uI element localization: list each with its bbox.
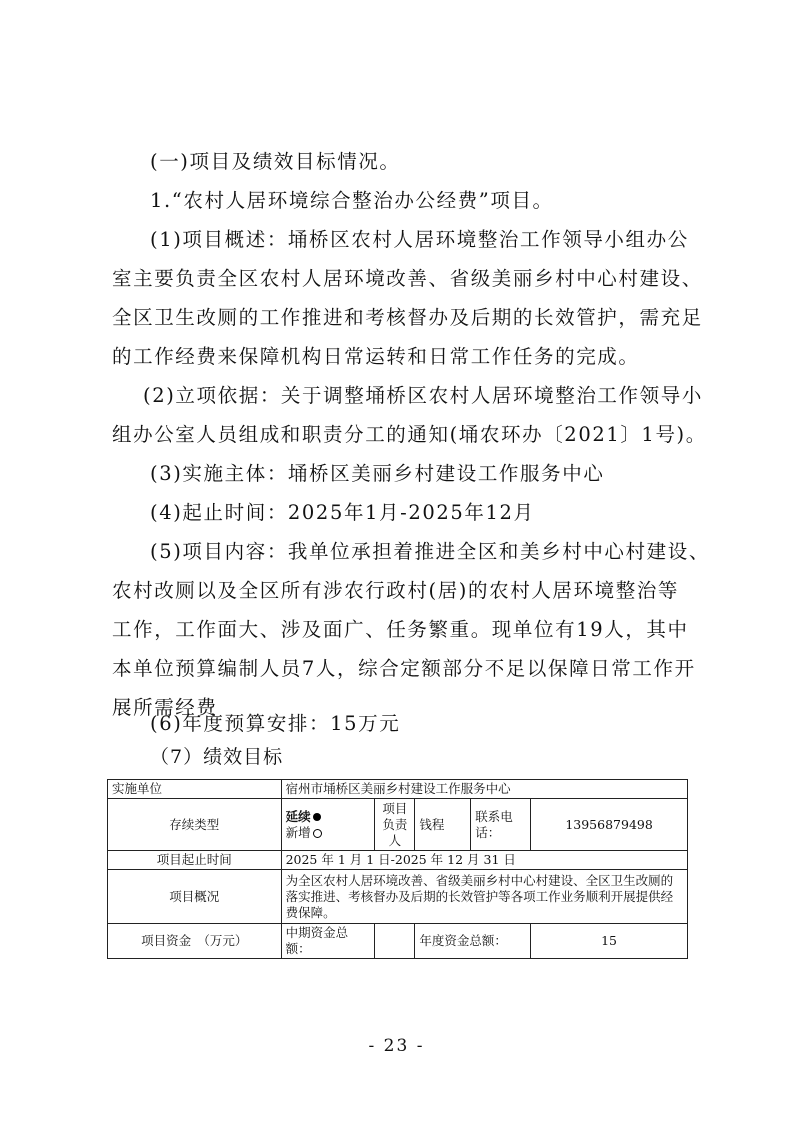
- type-options: [281, 799, 375, 851]
- phone-value: 13956879498: [531, 799, 688, 851]
- paragraph-line: 本单位预算编制人员7人，综合定额部分不足以保障日常工作开: [112, 657, 696, 680]
- leader-label: 项目负责人: [375, 799, 415, 851]
- type-new-label: 新增: [285, 824, 311, 840]
- checked-radio-icon: [313, 813, 321, 821]
- paragraph-line: (2)立项依据：关于调整埇桥区农村人居环境整治工作领导小: [143, 384, 703, 407]
- paragraph-line: 的工作经费来保障机构日常运转和日常工作任务的完成。: [112, 345, 640, 368]
- phone-label: 联系电话：: [471, 799, 531, 851]
- unit-value: 宿州市埇桥区美丽乡村建设工作服务中心: [281, 780, 687, 799]
- unchecked-radio-icon: [313, 829, 322, 838]
- paragraph-line: (3)实施主体：埇桥区美丽乡村建设工作服务中心: [150, 462, 605, 485]
- paragraph-line: (4)起止时间：2025年1月-2025年12月: [150, 501, 535, 524]
- midterm-label: 中期资金总额：: [281, 924, 375, 959]
- period-label: 项目起止时间: [108, 851, 282, 870]
- page-number: - 23 -: [368, 1036, 425, 1056]
- performance-table: [107, 779, 688, 959]
- section-7-title: （7）绩效目标: [150, 746, 284, 768]
- paragraph-line: (5)项目内容：我单位承担着推进全区和美乡村中心村建设、: [150, 540, 710, 563]
- paragraph-line: (6)年度预算安排：15万元: [150, 712, 401, 735]
- paragraph-line: 工作，工作面大、涉及面广、任务繁重。现单位有19人，其中: [112, 618, 689, 641]
- funds-label: 项目资金 （万元）: [108, 924, 282, 959]
- paragraph-line: 1.“农村人居环境综合整治办公经费”项目。: [150, 189, 554, 212]
- paragraph-line: 农村改厕以及全区所有涉农行政村(居)的农村人居环境整治等: [112, 579, 680, 602]
- paragraph-line: (一)项目及绩效目标情况。: [150, 150, 401, 173]
- annual-value: 15: [531, 924, 688, 959]
- midterm-value: [375, 924, 415, 959]
- paragraph-line: 全区卫生改厕的工作推进和考核督办及后期的长效管护，需充足: [112, 306, 703, 329]
- paragraph-line: (1)项目概述：埇桥区农村人居环境整治工作领导小组办公: [150, 228, 689, 251]
- paragraph-line: 组办公室人员组成和职责分工的通知(埇农环办〔2021〕1号)。: [112, 423, 707, 446]
- annual-label: 年度资金总额：: [415, 924, 531, 959]
- type-label: 存续类型: [108, 799, 282, 851]
- paragraph-line: 展所需经费: [112, 696, 218, 719]
- type-continue-label: 延续: [285, 808, 311, 824]
- paragraph-line: 室主要负责全区农村人居环境改善、省级美丽乡村中心村建设、: [112, 267, 703, 290]
- overview-label: 项目概况: [108, 870, 282, 924]
- period-value: 2025 年 1 月 1 日-2025 年 12 月 31 日: [281, 851, 687, 870]
- leader-value: 钱程: [415, 799, 471, 851]
- unit-label: 实施单位: [108, 780, 282, 799]
- overview-value: 为全区农村人居环境改善、省级美丽乡村中心村建设、全区卫生改厕的落实推进、考核督办及后期的长效管护等各项工作业务顺利开展提供经费保障。: [281, 870, 687, 924]
